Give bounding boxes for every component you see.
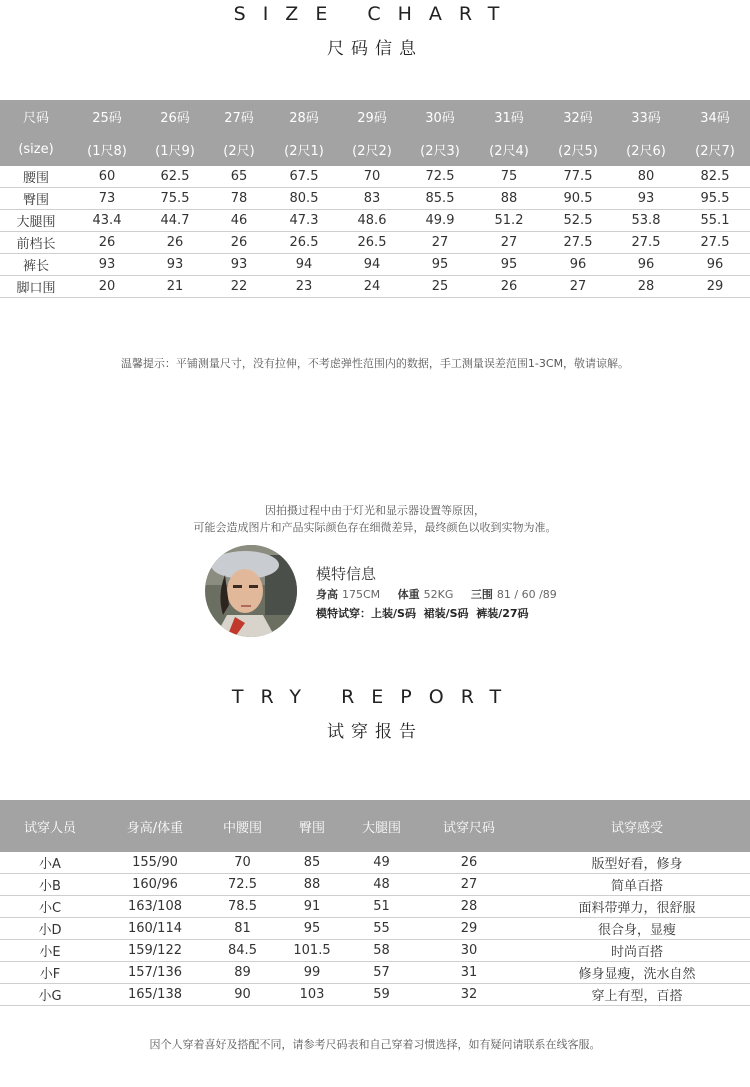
- try-cell: 小E: [0, 940, 100, 962]
- try-cell: 55: [349, 918, 414, 940]
- size-value-cell: 52.5: [544, 210, 612, 232]
- size-value-cell: 94: [270, 254, 338, 276]
- try-cell: 版型好看，修身: [524, 852, 750, 874]
- size-value-cell: 95: [406, 254, 474, 276]
- size-header-cell: 33码: [612, 100, 680, 133]
- try-cell: 91: [275, 896, 349, 918]
- model-avatar: [205, 545, 297, 637]
- try-row: [0, 984, 750, 1006]
- try-cell: 155/90: [100, 852, 210, 874]
- try-cell: 103: [275, 984, 349, 1006]
- try-cell: 88: [275, 874, 349, 896]
- size-value-cell: 75.5: [142, 188, 208, 210]
- try-cell: 49: [349, 852, 414, 874]
- try-header-row: [0, 800, 750, 852]
- size-header-cell: (2尺2): [338, 133, 406, 166]
- size-row-label: 臀围: [0, 188, 72, 210]
- model-stats: [316, 586, 557, 602]
- try-header-cell: 中腰围: [210, 800, 275, 852]
- measure-label: 三围: [470, 588, 493, 601]
- try-header-cell: 试穿感受: [524, 800, 750, 852]
- size-header-row: [0, 100, 750, 133]
- size-value-cell: 94: [338, 254, 406, 276]
- size-value-cell: 82.5: [680, 166, 750, 188]
- try-cell: 28: [414, 896, 524, 918]
- size-value-cell: 77.5: [544, 166, 612, 188]
- size-header-cell: (2尺7): [680, 133, 750, 166]
- try-row: [0, 852, 750, 874]
- try-cell: 84.5: [210, 940, 275, 962]
- size-value-cell: 73: [72, 188, 142, 210]
- size-value-cell: 25: [406, 276, 474, 298]
- size-row-label: 前档长: [0, 232, 72, 254]
- size-value-cell: 26.5: [338, 232, 406, 254]
- size-value-cell: 62.5: [142, 166, 208, 188]
- try-cell: 29: [414, 918, 524, 940]
- try-cell: 时尚百搭: [524, 940, 750, 962]
- try-cell: 30: [414, 940, 524, 962]
- size-row: [0, 188, 750, 210]
- try-cell: 简单百搭: [524, 874, 750, 896]
- try-cell: 81: [210, 918, 275, 940]
- size-header-cell: 27码: [208, 100, 270, 133]
- try-cell: 101.5: [275, 940, 349, 962]
- size-header-cell: (2尺5): [544, 133, 612, 166]
- size-value-cell: 27.5: [544, 232, 612, 254]
- try-cell: 59: [349, 984, 414, 1006]
- try-cell: 小B: [0, 874, 100, 896]
- try-row: [0, 896, 750, 918]
- size-value-cell: 44.7: [142, 210, 208, 232]
- size-value-cell: 53.8: [612, 210, 680, 232]
- color-note-line2: 可能会造成图片和产品实际颜色存在细微差异，最终颜色以收到实物为准。: [193, 521, 557, 534]
- size-chart-subtitle: 尺码信息: [327, 39, 423, 59]
- size-value-cell: 27: [474, 232, 544, 254]
- size-value-cell: 27: [544, 276, 612, 298]
- try-cell: 95: [275, 918, 349, 940]
- size-value-cell: 75: [474, 166, 544, 188]
- size-value-cell: 24: [338, 276, 406, 298]
- size-header-cell: (1尺8): [72, 133, 142, 166]
- try-cell: 穿上有型，百搭: [524, 984, 750, 1006]
- try-cell: 72.5: [210, 874, 275, 896]
- size-value-cell: 85.5: [406, 188, 474, 210]
- size-header-row-sub: [0, 133, 750, 166]
- try-cell: 163/108: [100, 896, 210, 918]
- try-row: [0, 874, 750, 896]
- size-row: [0, 210, 750, 232]
- size-value-cell: 48.6: [338, 210, 406, 232]
- size-value-cell: 72.5: [406, 166, 474, 188]
- try-header-cell: 试穿尺码: [414, 800, 524, 852]
- size-value-cell: 95: [474, 254, 544, 276]
- size-header-cell: 31码: [474, 100, 544, 133]
- try-header-cell: 试穿人员: [0, 800, 100, 852]
- size-header-cell: (2尺6): [612, 133, 680, 166]
- size-value-cell: 26: [208, 232, 270, 254]
- size-value-cell: 80: [612, 166, 680, 188]
- try-cell: 51: [349, 896, 414, 918]
- weight-value: 52KG: [423, 588, 454, 601]
- height-label: 身高: [316, 588, 338, 601]
- size-value-cell: 22: [208, 276, 270, 298]
- try-cell: 78.5: [210, 896, 275, 918]
- try-cell: 48: [349, 874, 414, 896]
- size-value-cell: 27.5: [612, 232, 680, 254]
- size-header-cell: (2尺): [208, 133, 270, 166]
- size-note: 温馨提示：平铺测量尺寸，没有拉伸，不考虑弹性范围内的数据，手工测量误差范围1-3CM，敬请谅解。: [120, 357, 630, 370]
- try-cell: 面料带弹力，很舒服: [524, 896, 750, 918]
- size-value-cell: 23: [270, 276, 338, 298]
- size-row: [0, 166, 750, 188]
- size-header-cell: (1尺9): [142, 133, 208, 166]
- weight-label: 体重: [397, 588, 420, 601]
- size-header-cell: (2尺1): [270, 133, 338, 166]
- size-header-cell: 32码: [544, 100, 612, 133]
- size-value-cell: 65: [208, 166, 270, 188]
- size-value-cell: 20: [72, 276, 142, 298]
- try-cell: 160/96: [100, 874, 210, 896]
- try-cell: 32: [414, 984, 524, 1006]
- try-cell: 小C: [0, 896, 100, 918]
- try-cell: 小G: [0, 984, 100, 1006]
- try-report-table: [0, 800, 750, 1006]
- size-value-cell: 55.1: [680, 210, 750, 232]
- size-value-cell: 51.2: [474, 210, 544, 232]
- size-value-cell: 93: [142, 254, 208, 276]
- size-row-label: 大腿围: [0, 210, 72, 232]
- try-header-cell: 大腿围: [349, 800, 414, 852]
- height-value: 175CM: [342, 588, 381, 601]
- try-cell: 89: [210, 962, 275, 984]
- size-value-cell: 80.5: [270, 188, 338, 210]
- try-header-cell: 臀围: [275, 800, 349, 852]
- size-header-cell: 28码: [270, 100, 338, 133]
- size-value-cell: 67.5: [270, 166, 338, 188]
- try-cell: 159/122: [100, 940, 210, 962]
- size-value-cell: 29: [680, 276, 750, 298]
- size-value-cell: 43.4: [72, 210, 142, 232]
- size-row-label: 腰围: [0, 166, 72, 188]
- color-note-line1: 因拍摄过程中由于灯光和显示器设置等原因，: [265, 504, 485, 517]
- size-value-cell: 95.5: [680, 188, 750, 210]
- try-header-cell: 身高/体重: [100, 800, 210, 852]
- try-cell: 99: [275, 962, 349, 984]
- size-chart-title: SIZE CHART: [233, 3, 517, 25]
- size-chart-table: [0, 100, 750, 298]
- size-value-cell: 60: [72, 166, 142, 188]
- model-info-title: 模特信息: [316, 565, 377, 583]
- try-cell: 57: [349, 962, 414, 984]
- size-value-cell: 90.5: [544, 188, 612, 210]
- size-value-cell: 46: [208, 210, 270, 232]
- try-cell: 31: [414, 962, 524, 984]
- size-row: [0, 276, 750, 298]
- size-value-cell: 96: [544, 254, 612, 276]
- size-value-cell: 26.5: [270, 232, 338, 254]
- size-header-cell: 26码: [142, 100, 208, 133]
- try-cell: 很合身，显瘦: [524, 918, 750, 940]
- size-value-cell: 27.5: [680, 232, 750, 254]
- try-row: [0, 940, 750, 962]
- size-value-cell: 28: [612, 276, 680, 298]
- try-cell: 修身显瘦，洗水自然: [524, 962, 750, 984]
- size-header-cell: 30码: [406, 100, 474, 133]
- size-value-cell: 93: [72, 254, 142, 276]
- try-cell: 70: [210, 852, 275, 874]
- try-cell: 27: [414, 874, 524, 896]
- size-value-cell: 96: [680, 254, 750, 276]
- try-cell: 58: [349, 940, 414, 962]
- size-header-cell: (size): [0, 133, 72, 166]
- model-try-on-sizes: 模特试穿：上装/S码 裙装/S码 裤装/27码: [316, 607, 529, 620]
- size-row-label: 脚口围: [0, 276, 72, 298]
- size-value-cell: 93: [208, 254, 270, 276]
- size-header-cell: 29码: [338, 100, 406, 133]
- size-value-cell: 47.3: [270, 210, 338, 232]
- size-header-cell: (2尺4): [474, 133, 544, 166]
- size-value-cell: 83: [338, 188, 406, 210]
- size-header-cell: (2尺3): [406, 133, 474, 166]
- measure-value: 81 / 60 /89: [496, 588, 557, 601]
- try-cell: 小F: [0, 962, 100, 984]
- size-header-cell: 25码: [72, 100, 142, 133]
- try-report-subtitle: 试穿报告: [327, 722, 423, 742]
- size-value-cell: 26: [142, 232, 208, 254]
- try-note: 因个人穿着喜好及搭配不同，请参考尺码表和自己穿着习惯选择，如有疑问请联系在线客服。: [149, 1038, 601, 1051]
- size-value-cell: 96: [612, 254, 680, 276]
- try-report-title: TRY REPORT: [231, 686, 519, 708]
- size-value-cell: 21: [142, 276, 208, 298]
- try-cell: 85: [275, 852, 349, 874]
- try-cell: 160/114: [100, 918, 210, 940]
- try-cell: 26: [414, 852, 524, 874]
- size-header-cell: 尺码: [0, 100, 72, 133]
- size-value-cell: 70: [338, 166, 406, 188]
- size-value-cell: 93: [612, 188, 680, 210]
- try-row: [0, 962, 750, 984]
- size-value-cell: 26: [72, 232, 142, 254]
- try-cell: 157/136: [100, 962, 210, 984]
- size-value-cell: 78: [208, 188, 270, 210]
- try-cell: 小D: [0, 918, 100, 940]
- size-row: [0, 254, 750, 276]
- size-row: [0, 232, 750, 254]
- try-row: [0, 918, 750, 940]
- size-row-label: 裤长: [0, 254, 72, 276]
- size-value-cell: 26: [474, 276, 544, 298]
- size-value-cell: 27: [406, 232, 474, 254]
- try-cell: 小A: [0, 852, 100, 874]
- size-value-cell: 88: [474, 188, 544, 210]
- size-header-cell: 34码: [680, 100, 750, 133]
- try-cell: 165/138: [100, 984, 210, 1006]
- size-value-cell: 49.9: [406, 210, 474, 232]
- try-cell: 90: [210, 984, 275, 1006]
